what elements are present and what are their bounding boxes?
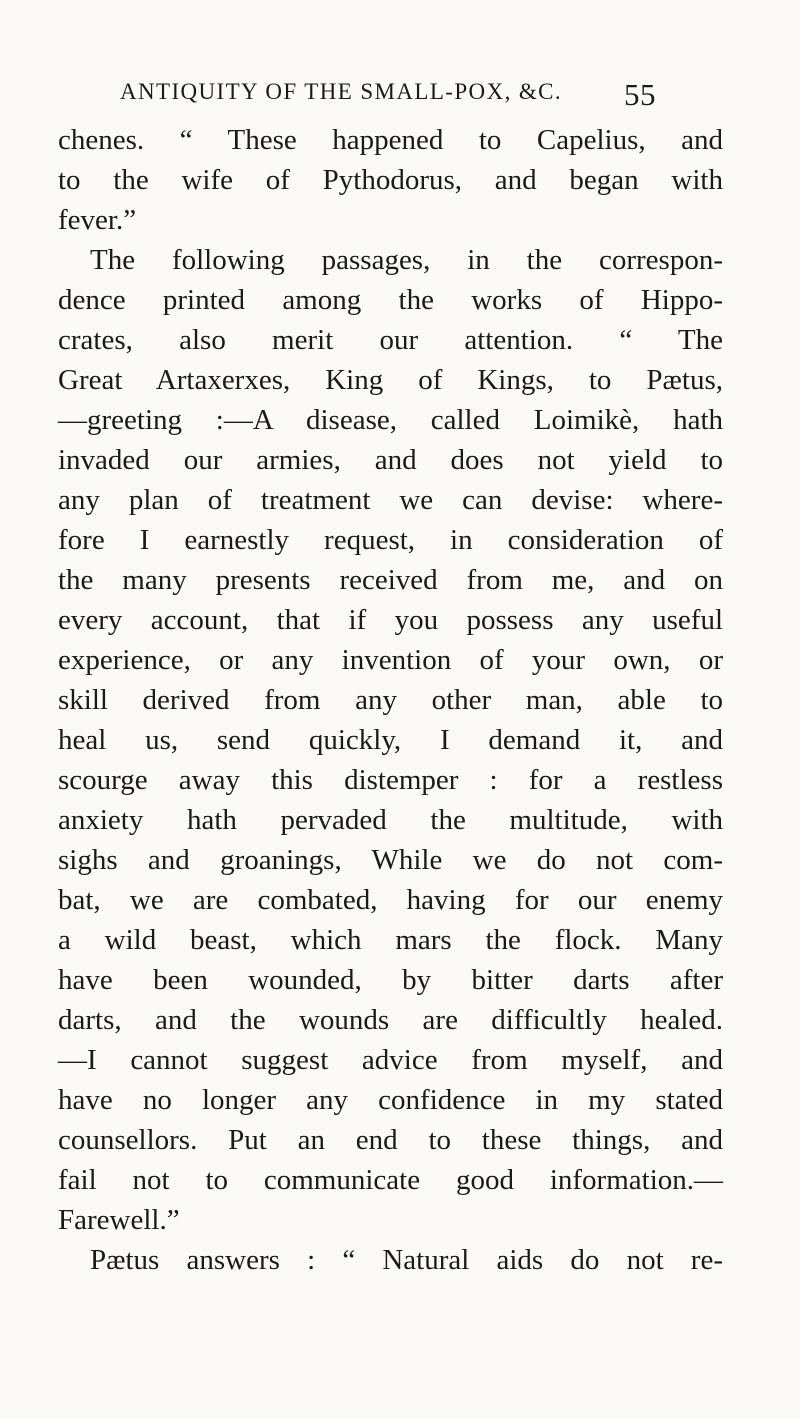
running-title: ANTIQUITY OF THE SMALL-POX, &C. <box>120 79 563 104</box>
text-line: any plan of treatment we can devise: where- <box>58 484 723 516</box>
page-number: 55 <box>624 77 656 112</box>
text-line: skill derived from any other man, able to <box>58 684 723 716</box>
running-head <box>120 79 656 119</box>
text-line: heal us, send quickly, I demand it, and <box>58 724 723 756</box>
text-line: the many presents received from me, and on <box>58 564 723 596</box>
text-line: every account, that if you possess any useful <box>58 604 723 636</box>
text-line: have been wounded, by bitter darts after <box>58 964 723 996</box>
text-line: darts, and the wounds are difficultly healed. <box>58 1004 723 1036</box>
text-line: fore I earnestly request, in consideration of <box>58 524 723 556</box>
text-line: Pætus answers : “ Natural aids do not re- <box>90 1244 723 1276</box>
text-line: —I cannot suggest advice from myself, and <box>58 1044 723 1076</box>
text-line: crates, also merit our attention. “ The <box>58 324 723 356</box>
text-line: The following passages, in the correspon- <box>90 244 723 276</box>
text-line: experience, or any invention of your own, or <box>58 644 723 676</box>
text-line: anxiety hath pervaded the multitude, with <box>58 804 723 836</box>
text-line: counsellors. Put an end to these things, and <box>58 1124 723 1156</box>
text-line: Farewell.” <box>58 1204 180 1236</box>
text-line: chenes. “ These happened to Capelius, and <box>58 124 723 156</box>
text-line: fever.” <box>58 204 137 236</box>
text-line: have no longer any confidence in my stated <box>58 1084 723 1116</box>
text-line: invaded our armies, and does not yield to <box>58 444 723 476</box>
text-line: bat, we are combated, having for our enemy <box>58 884 723 916</box>
text-line: scourge away this distemper : for a restless <box>58 764 723 796</box>
text-line: a wild beast, which mars the flock. Many <box>58 924 723 956</box>
text-line: sighs and groanings, While we do not com- <box>58 844 723 876</box>
text-line: —greeting :—A disease, called Loimikè, hath <box>58 404 723 436</box>
text-line: fail not to communicate good information.— <box>58 1164 723 1196</box>
text-line: to the wife of Pythodorus, and began with <box>58 164 723 196</box>
text-line: Great Artaxerxes, King of Kings, to Pætus, <box>58 364 723 396</box>
text-line: dence printed among the works of Hippo- <box>58 284 723 316</box>
